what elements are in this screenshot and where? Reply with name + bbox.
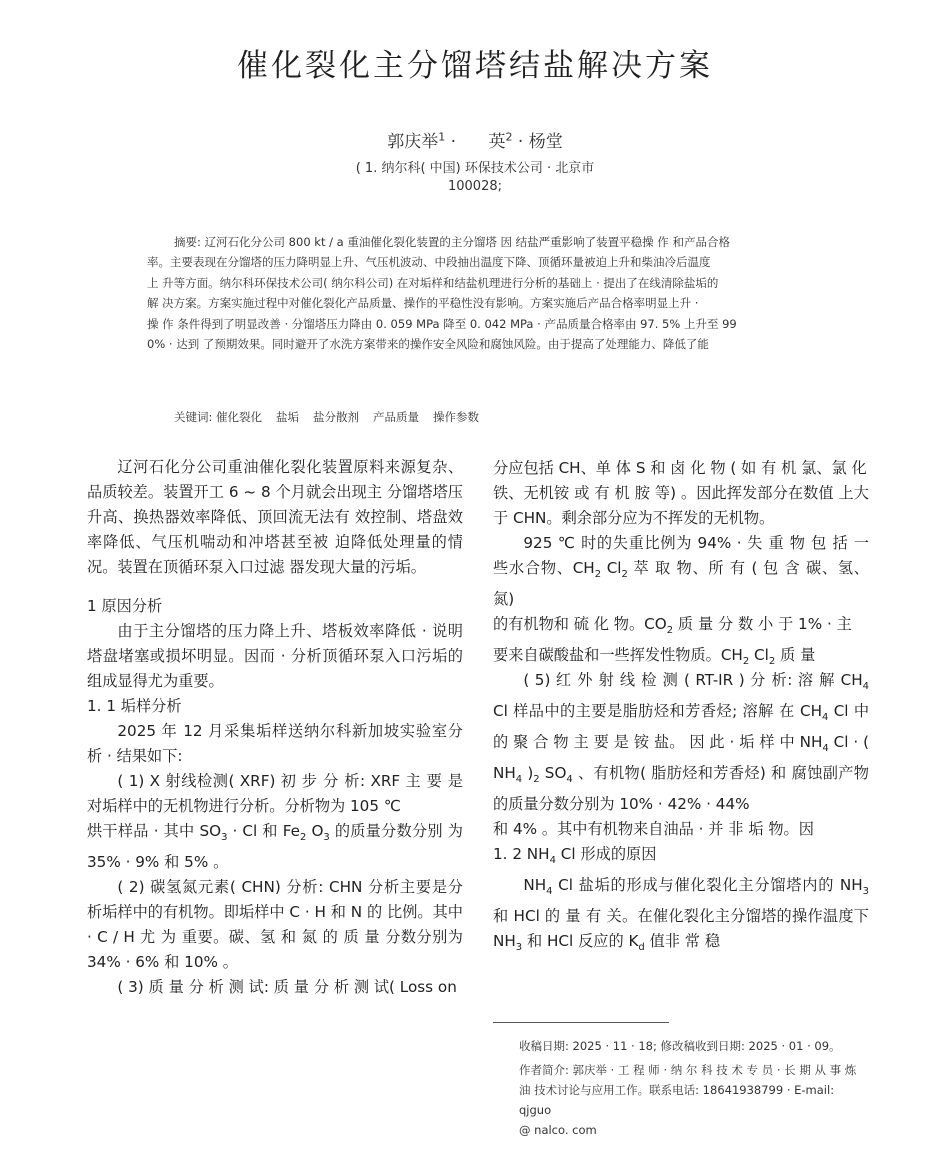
- footnote-divider: [493, 1022, 669, 1023]
- intro-paragraph: 辽河石化分公司重油催化裂化装置原料来源复杂、品质较差。装置开工 6 ~ 8 个月就会出现主 分馏塔塔压升高、换热器效率降低、顶回流无法有 效控制、塔盘效率降低、气压机喘动和冲塔甚至被 迫降低处理量的情况。装置在顶循环泵入口过滤 器发现大量的污垢。: [87, 458, 463, 576]
- keywords-label: 关键词:: [174, 410, 217, 424]
- abstract-text: 辽河石化分公司 800 kt / a 重油催化裂化装置的主分馏塔 因 结盐严重影响了装置平稳操 作 和产品合格: [204, 235, 730, 249]
- author-line: [0, 127, 950, 152]
- author-1: 郭庆举: [387, 132, 439, 152]
- author-1-affil: 1: [438, 130, 446, 144]
- keyword: 操作参数: [433, 410, 480, 424]
- body-paragraph: ( 5) 红 外 射 线 检 测 ( RT-IR ) 分 析: 溶 解 $CH_4$ Cl 样品中的主要是脂肪烃和芳香烃; 溶解 在 $CH_4$ Cl 中 的 聚 合 物 主 要 是 铵 盐。 因 此 · 垢 样 中 $NH_4$ Cl · ( $NH_4$ )$_2$ $SO_4$ 、有机物( 脂肪烃和芳香烃) 和 腐蚀副产物的质量分数分别为 10% · 42% · 44%: [493, 671, 870, 814]
- abstract-label: 摘要:: [174, 235, 205, 249]
- abstract-line: 率。主要表现在分馏塔的压力降明显上升、气压机波动、中段抽出温度下降、顶循环量被迫上升和柴油冷后温度: [147, 255, 711, 270]
- body-paragraph: 烘干样品 · 其中 $SO_3 \cdot Cl$ 和 $Fe_2$ $O_3$ 的质量分数分别 为 35% · 9% 和 5% 。: [87, 822, 463, 872]
- author-3: · 杨堂: [512, 132, 563, 152]
- keyword: 盐垢: [276, 410, 300, 424]
- body-paragraph: 的有机物和 硫 化 物。$CO_2$ 质 量 分 数 小 于 1% · 主: [493, 615, 852, 637]
- abstract-line: 0% · 达到 了预期效果。同时避开了水洗方案带来的操作安全风险和腐蚀风险。由于提高了处理能力、降低了能: [147, 337, 709, 352]
- body-paragraph: ( 1) X 射线检测( XRF) 初 步 分 析: XRF 主 要 是对垢样中的无机物进行分析。分析物为 105 ℃: [87, 772, 463, 815]
- abstract-line: 解 决方案。方案实施过程中对催化裂化产品质量、操作的平稳性没有影响。方案实施后产品合格率明显上升 ·: [147, 296, 699, 311]
- keywords: [174, 409, 493, 425]
- body-paragraph: ( 2) 碳氢氮元素( CHN) 分析: CHN 分析主要是分析垢样中的有机物。即垢样中 C · H 和 N 的 比例。其中 · C / H 尤 为 重要。碳、氢 和 氮 的 质 量 分数分别为 34% · 6% 和 10% 。: [87, 878, 463, 972]
- body-paragraph: 2025 年 12 月采集垢样送纳尔科新加坡实验室分析 · 结果如下:: [87, 722, 463, 765]
- abstract-line: [147, 232, 807, 252]
- author-email-tail: @ nalco. com: [519, 1123, 597, 1137]
- abstract: [147, 232, 807, 354]
- body-paragraph: 铁、无机铵 或 有 机 胺 等) 。因此挥发部分在数值 上大于 CHN。剩余部分应为不挥发的无机物。: [493, 484, 869, 527]
- body-paragraph: 分应包括 CH、单 体 S 和 卤 化 物 ( 如 有 机 氯、氯 化: [493, 459, 867, 477]
- author-bio: 作者简介: 郭庆举 · 工 程 师 · 纳 尔 科 技 术 专 员 · 长 期 从 事 炼 油 技术讨论与应用工作。联系电话: 18641938799 · E-mail: qjguo: [519, 1063, 857, 1117]
- subsection-heading: 1. 2 $NH_4$ Cl 形成的原因: [493, 845, 657, 867]
- received-date: 收稿日期: 2025 · 11 · 18; 修改稿收到日期: 2025 · 01 · 09。: [519, 1039, 841, 1053]
- left-column: [87, 455, 463, 1000]
- affiliation: [0, 160, 950, 196]
- author-separator: ·: [445, 132, 457, 152]
- body-paragraph: ( 3) 质 量 分 析 测 试: 质 量 分 析 测 试( Loss on: [117, 978, 457, 997]
- keyword: 产品质量: [373, 410, 420, 424]
- subsection-heading: 1. 1 垢样分析: [87, 697, 182, 715]
- paper-title: 催化裂化主分馏塔结盐解决方案: [237, 48, 713, 84]
- keyword: 催化裂化: [216, 410, 263, 424]
- affiliation-line-2: 100028;: [447, 179, 502, 194]
- keyword: 盐分散剂: [313, 410, 360, 424]
- body-paragraph: 由于主分馏塔的压力降上升、塔板效率降低 · 说明塔盘堵塞或损坏明显。因而 · 分析顶循环泵入口污垢的组成显得尤为重要。: [87, 622, 463, 690]
- body-paragraph: 和 4% 。其中有机物来自油品 · 并 非 垢 物。因: [493, 820, 814, 839]
- section-heading: 1 原因分析: [87, 597, 163, 615]
- body-paragraph: $NH_4$ Cl 盐垢的形成与催化裂化主分馏塔内的 $NH_3$ 和 HCl 的 量 有 关。在催化裂化主分馏塔的操作温度下 $NH_3$ 和 HCl 反应的 $K_d$ 值非 常 稳: [493, 876, 869, 954]
- author-2-affil: 2: [505, 130, 513, 144]
- abstract-line: 上 升等方面。纳尔科环保技术公司( 纳尔科公司) 在对垢样和结盐机理进行分析的基础上 · 提出了在线清除盐垢的: [147, 275, 719, 290]
- abstract-line: 操 作 条件得到了明显改善 · 分馏塔压力降由 0. 059 MPa 降至 0. 042 MPa · 产品质量合格率由 97. 5% 上升至 99: [147, 316, 737, 331]
- right-column: [493, 456, 869, 960]
- affiliation-line-1: ( 1. 纳尔科( 中国) 环保技术公司 · 北京市: [355, 161, 595, 176]
- body-paragraph: 925 ℃ 时的失重比例为 94% · 失 重 物 包 括 一 些水合物、$CH_2$ $Cl_2$ 萃 取 物、所 有 ( 包 含 碳、氢、氮): [493, 534, 869, 609]
- body-paragraph: 要来自碳酸盐和一些挥发性物质。$CH_2$ $Cl_2$ 质 量: [493, 646, 816, 668]
- author-2: 英: [488, 132, 506, 152]
- footnotes: [519, 1036, 869, 1144]
